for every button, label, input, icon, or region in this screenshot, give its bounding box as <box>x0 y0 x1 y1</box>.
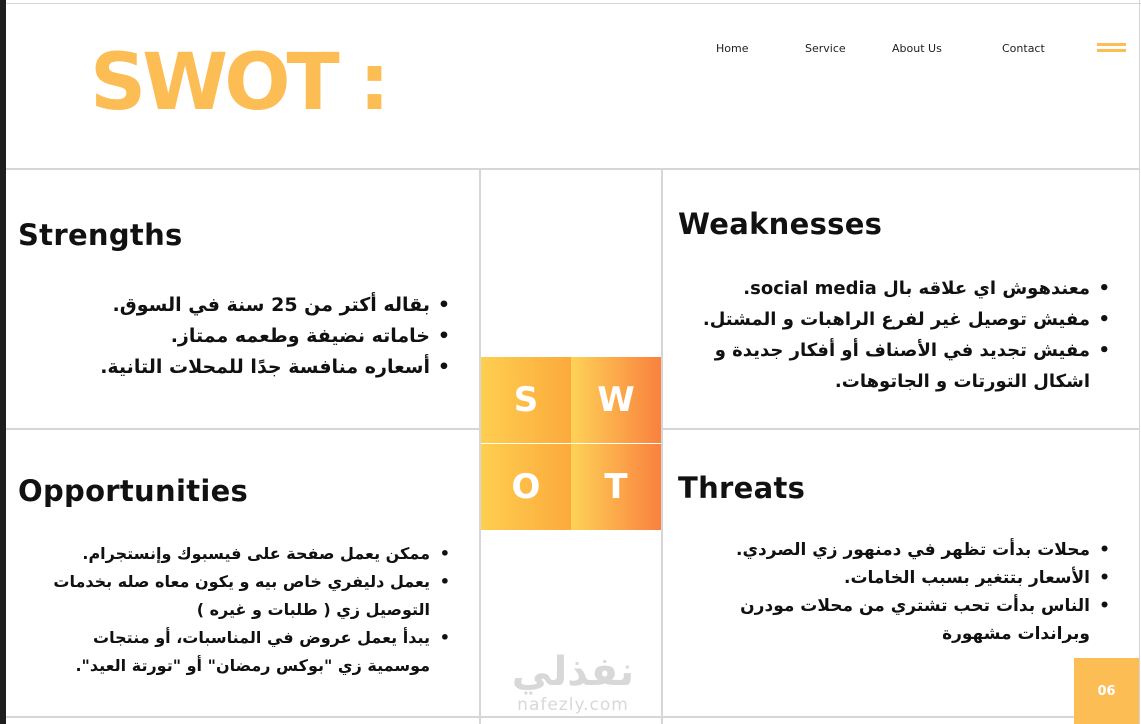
strengths-list <box>70 290 450 383</box>
left-edge-bar <box>0 0 6 724</box>
grid-line-middle-left <box>6 428 480 430</box>
list-item: • الأسعار بتتغير بسبب الخامات. <box>676 564 1110 592</box>
hamburger-menu-icon[interactable] <box>1097 43 1126 53</box>
weaknesses-list <box>676 273 1110 397</box>
strengths-heading: Strengths <box>18 218 183 252</box>
list-item: • بقاله أكتر من 25 سنة في السوق. <box>70 290 450 321</box>
grid-line-top <box>6 168 1139 170</box>
swot-letter-w: W <box>571 357 661 443</box>
list-item: • ممكن يعمل صفحة على فيسبوك وإنستجرام. <box>30 540 450 568</box>
right-border <box>1139 0 1140 724</box>
list-item: • مفيش توصيل غير لفرع الراهبات و المشتل. <box>676 304 1110 335</box>
page-title: SWOT : <box>90 38 387 128</box>
page-number-badge: 06 <box>1074 658 1139 724</box>
opportunities-list <box>30 540 450 680</box>
swot-letter-grid <box>481 357 661 530</box>
list-item: • محلات بدأت تظهر في دمنهور زي الصردي. <box>676 536 1110 564</box>
watermark-latin: nafezly.com <box>517 695 629 715</box>
swot-letter-t: T <box>571 444 661 530</box>
list-item: • أسعاره منافسة جدًا للمحلات التانية. <box>70 352 450 383</box>
list-item: • يبدأ يعمل عروض في المناسبات، أو منتجات موسمية زي "بوكس رمضان" أو "تورتة العيد". <box>30 624 450 680</box>
nav-contact[interactable]: Contact <box>1002 42 1045 55</box>
list-item: • خاماته نضيفة وطعمه ممتاز. <box>70 321 450 352</box>
nav-about-us[interactable]: About Us <box>892 42 942 55</box>
swot-letter-s: S <box>481 357 571 443</box>
watermark-arabic: نفذلي <box>511 649 635 695</box>
list-item: • الناس بدأت تحب تشتري من محلات مودرن وبراندات مشهورة <box>676 592 1110 648</box>
grid-line-right-divider <box>661 168 663 724</box>
weaknesses-heading: Weaknesses <box>678 207 883 241</box>
grid-line-middle-right <box>662 428 1139 430</box>
nav-home[interactable]: Home <box>716 42 749 55</box>
nav-service[interactable]: Service <box>805 42 846 55</box>
opportunities-heading: Opportunities <box>18 474 249 508</box>
swot-letter-o: O <box>481 444 571 530</box>
watermark-logo <box>503 648 643 720</box>
threats-list <box>676 536 1110 648</box>
list-item: • يعمل دليفري خاص بيه و يكون معاه صله بخدمات التوصيل زي ( طلبات و غيره ) <box>30 568 450 624</box>
threats-heading: Threats <box>678 471 806 505</box>
list-item: • معندهوش اي علاقه بال social media. <box>676 273 1110 304</box>
list-item: • مفيش تجديد في الأصناف أو أفكار جديدة و اشكال التورتات و الجاتوهات. <box>676 335 1110 397</box>
top-border <box>6 3 1141 4</box>
